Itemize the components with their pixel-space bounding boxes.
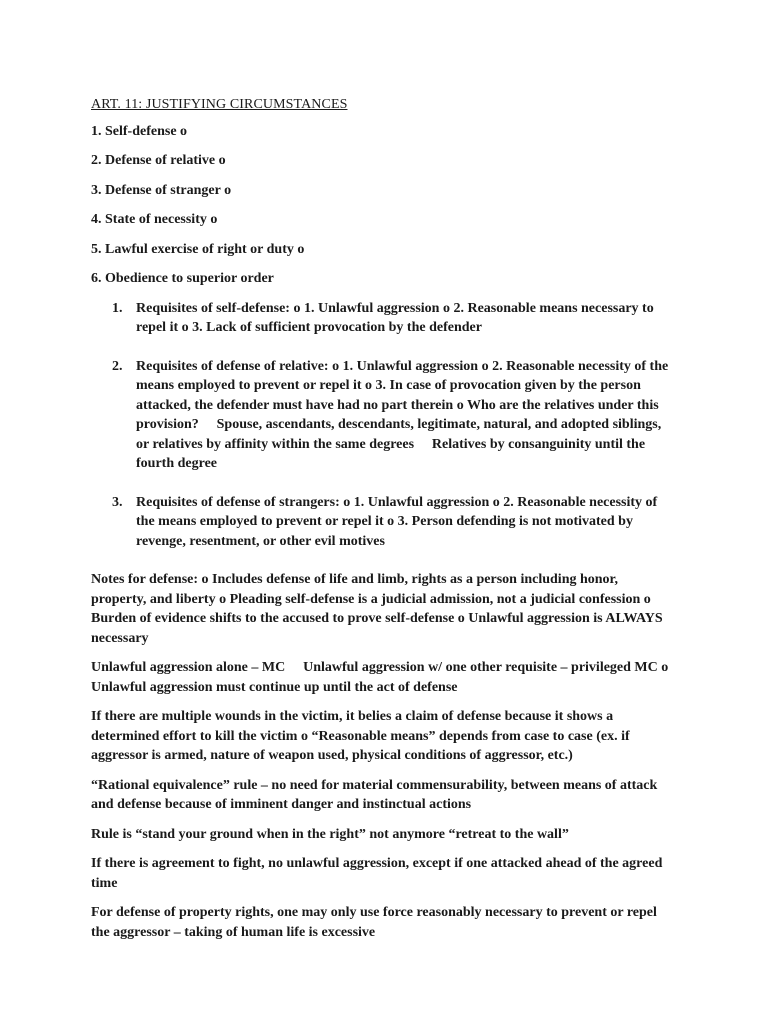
- requisite-item: [91, 493, 676, 552]
- circumstance-list: [91, 122, 676, 289]
- requisite-number: 3.: [112, 494, 123, 510]
- circumstance-item: 5. Lawful exercise of right or duty o: [91, 241, 305, 257]
- note-paragraph: Rule is “stand your ground when in the right” not anymore “retreat to the wall”: [91, 826, 569, 842]
- requisite-item: [91, 299, 676, 338]
- note-paragraph: Unlawful aggression alone – MC Unlawful aggression w/ one other requisite – privileged MC o Unlawful aggression must continue up until the act of defense: [91, 660, 654, 695]
- circumstance-item: 4. State of necessity o: [91, 212, 218, 227]
- note-paragraph: “Rational equivalence” rule – no need for material commensurability, between means of attack and defense because of imminent danger and instinctual actions: [91, 777, 658, 812]
- requisite-text: Requisites of defense of relative: o 1. Unlawful aggression o 2. Reasonable necessity of the means employed to prevent or repel it o 3. In case of provocation given by the person attacked, the defender must have had no part therein o Who are the relatives under this provision? Spouse, ascendants, descendants, legitimate, natural, and adopted siblings, or relatives by affinity within the same degrees Relatives by consanguinity until the fourth degree: [136, 358, 669, 471]
- requisite-number: 2.: [112, 358, 123, 374]
- requisite-number: 1.: [112, 300, 123, 316]
- circumstance-item: 1. Self-defense o: [91, 123, 188, 139]
- notes-section: [91, 570, 676, 942]
- note-paragraph: For defense of property rights, one may only use force reasonably necessary to prevent or repel the aggressor – taking of human life is excessive: [91, 905, 657, 940]
- note-paragraph: If there is agreement to fight, no unlawful aggression, except if one attacked ahead of the agreed time: [91, 856, 663, 891]
- note-paragraph: If there are multiple wounds in the victim, it belies a claim of defense because it shows a determined effort to kill the victim o “Reasonable means” depends from case to case (ex. if aggressor is armed, nature of weapon used, physical conditions of aggressor, etc.): [91, 709, 630, 763]
- note-paragraph: Notes for defense: o Includes defense of life and limb, rights as a person including honor, property, and liberty o Pleading self-defense is a judicial admission, not a judicial confession o Burden of evidence shifts to the accused to prove self-defense o Unlawful aggression is ALWAYS necessary: [91, 572, 663, 646]
- circumstance-item: 2. Defense of relative o: [91, 153, 226, 168]
- requisite-text: Requisites of defense of strangers: o 1. Unlawful aggression o 2. Reasonable necessity of the means employed to prevent or repel it o 3. Person defending is not motivated by revenge, resentment, or other evil motives: [136, 494, 658, 549]
- requisite-text: Requisites of self-defense: o 1. Unlawful aggression o 2. Reasonable means necessary to repel it o 3. Lack of sufficient provocation by the defender: [136, 300, 654, 335]
- requisite-item: [91, 357, 676, 474]
- requisites-list: [91, 299, 676, 552]
- circumstance-item: 3. Defense of stranger o: [91, 182, 232, 198]
- circumstance-item: 6. Obedience to superior order: [91, 271, 274, 286]
- document-heading: ART. 11: JUSTIFYING CIRCUMSTANCES: [91, 97, 348, 112]
